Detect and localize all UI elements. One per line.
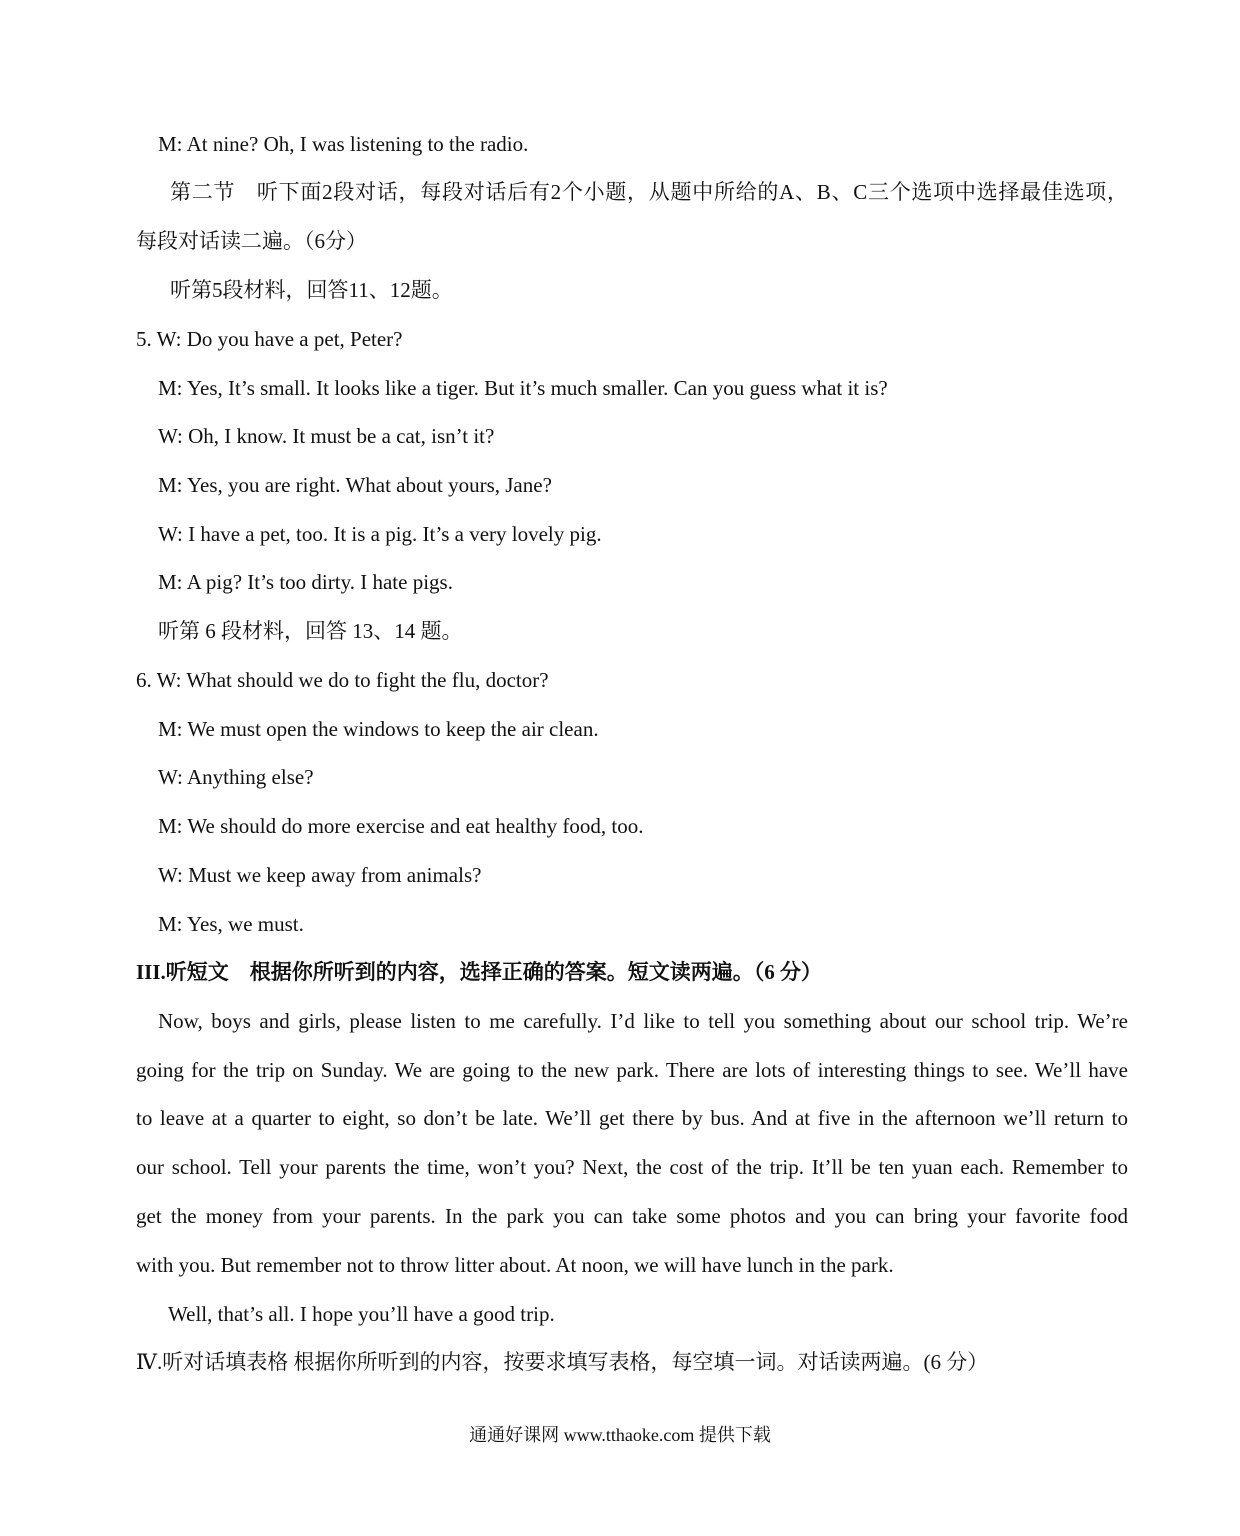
material5-line-5: W: I have a pet, too. It is a pig. It’s a very lovely pig. [158,522,602,546]
material6-line-6: M: Yes, we must. [158,912,304,936]
material5-line-1: 5. W: Do you have a pet, Peter? [136,327,403,351]
material5-heading: 听第5段材料，回答11、12题。 [170,278,453,302]
passage-closing: Well, that’s all. I hope you’ll have a good trip. [168,1302,555,1326]
material6-line-5: W: Must we keep away from animals? [158,863,482,887]
passage-line-5: get the money from your parents. In the park you can take some photos and you can bring your favorite food [136,1204,1128,1228]
material6-heading: 听第 6 段材料，回答 13、14 题。 [158,619,463,643]
passage-line-6: with you. But remember not to throw litter about. At noon, we will have lunch in the park. [136,1253,894,1277]
material5-line-6: M: A pig? It’s too dirty. I hate pigs. [158,570,453,594]
page-footer: 通通好课网 www.tthaoke.com 提供下载 [469,1425,771,1445]
material5-line-4: M: Yes, you are right. What about yours, Jane? [158,473,552,497]
dialogue-line-top: M: At nine? Oh, I was listening to the radio. [158,132,529,156]
passage-line-4: our school. Tell your parents the time, won’t you? Next, the cost of the trip. It’ll be ten yuan each. Remember to [136,1155,1128,1179]
section3-heading: III.听短文 根据你所听到的内容，选择正确的答案。短文读两遍。（6 分） [136,960,823,984]
material5-line-2: M: Yes, It’s small. It looks like a tiger. But it’s much smaller. Can you guess what it is? [158,376,888,400]
passage-line-3: to leave at a quarter to eight, so don’t be late. We’ll get there by bus. And at five in the afternoon we’ll return to [136,1106,1128,1130]
material6-line-1: 6. W: What should we do to fight the flu, doctor? [136,668,549,692]
section2-intro-line1: 第二节 听下面2段对话，每段对话后有2个小题，从题中所给的A、B、C三个选项中选择最佳选项， [170,180,1128,204]
section2-intro-line2: 每段对话读二遍。（6分） [136,229,367,253]
material6-line-4: M: We should do more exercise and eat healthy food, too. [158,814,644,838]
passage-line-2: going for the trip on Sunday. We are going to the new park. There are lots of interesting things to see. We’ll have [136,1058,1128,1082]
material6-line-2: M: We must open the windows to keep the air clean. [158,717,599,741]
passage-line-1: Now, boys and girls, please listen to me carefully. I’d like to tell you something about our school trip. We’re [158,1009,1128,1033]
section4-heading: Ⅳ.听对话填表格 根据你所听到的内容，按要求填写表格，每空填一词。对话读两遍。(6 分） [136,1350,989,1374]
material5-line-3: W: Oh, I know. It must be a cat, isn’t it? [158,424,495,448]
material6-line-3: W: Anything else? [158,765,314,789]
